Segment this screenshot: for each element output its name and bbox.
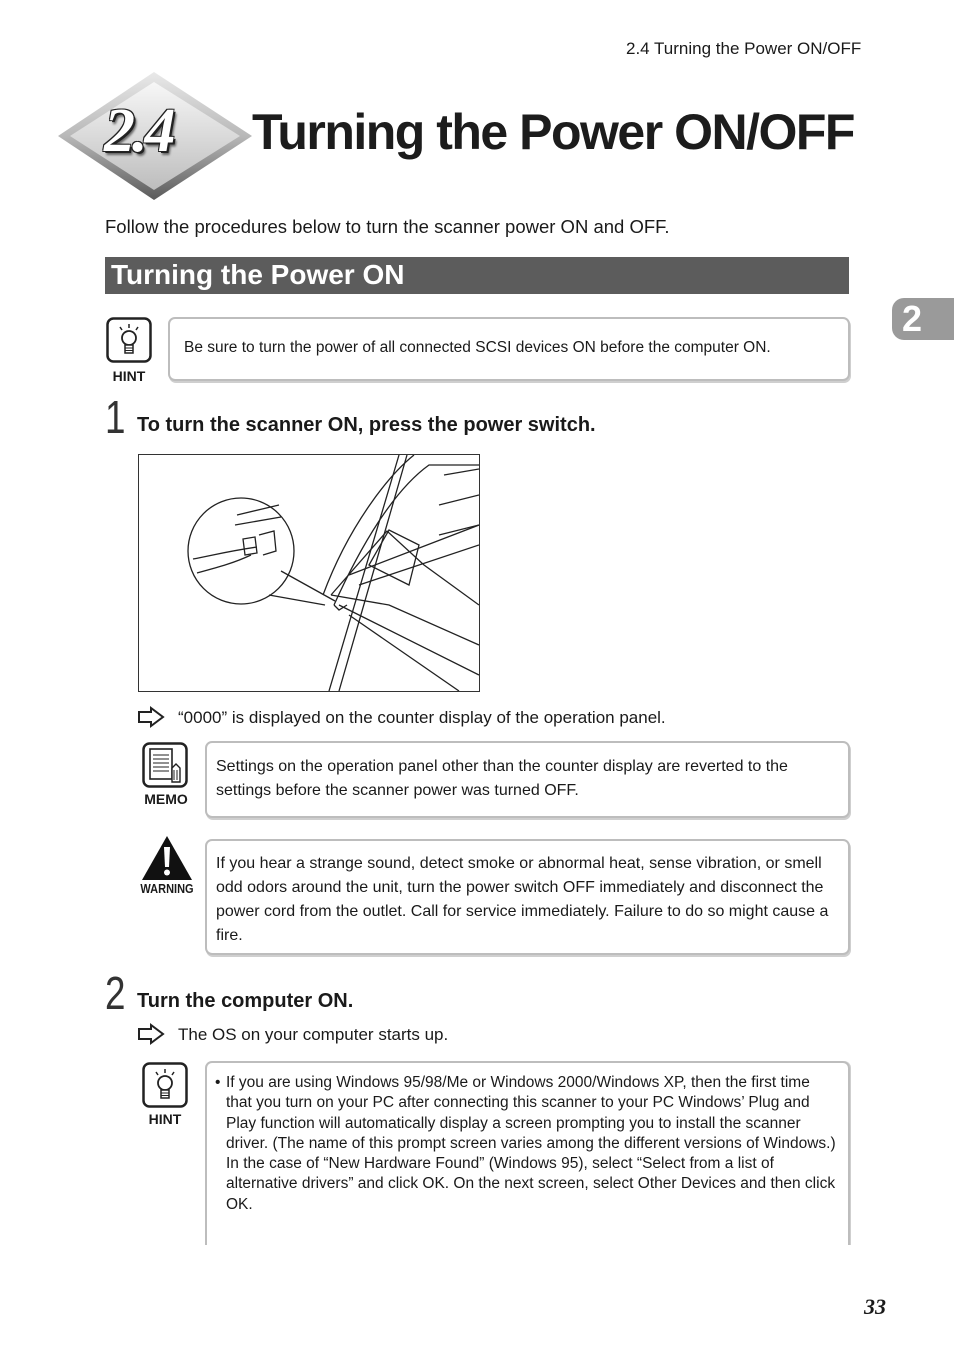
warning-text: If you hear a strange sound, detect smoke or abnormal heat, sense vibration, or smell odd odors around the unit, turn the power switch OFF immediately and disconnect the power cord from the outlet. Call for service immediately. Failure to do so might cause a fire. [216, 855, 829, 944]
chapter-number: 2.4 [104, 97, 173, 165]
lightbulb-icon [106, 317, 152, 363]
section-title: Turning the Power ON [111, 259, 405, 290]
step-result: The OS on your computer starts up. [178, 1025, 449, 1044]
warning-label: WARNING [140, 882, 194, 896]
intro-text: Follow the procedures below to turn the scanner power ON and OFF. [105, 216, 670, 237]
arrow-right-icon [137, 706, 165, 733]
lightbulb-icon [142, 1062, 188, 1108]
memo-text: Settings on the operation panel other than the counter display are reverted to the settings before the scanner power was turned OFF. [216, 758, 788, 799]
hint-label: HINT [148, 1111, 182, 1127]
page-number: 33 [864, 1294, 886, 1319]
section-heading [105, 257, 849, 294]
chapter-number-badge [56, 70, 256, 202]
exclamation-triangle-icon [140, 834, 194, 887]
hint-box [205, 1061, 850, 1245]
memo-label: MEMO [144, 791, 188, 807]
hint-label: HINT [112, 368, 146, 384]
hint-text: Be sure to turn the power of all connected SCSI devices ON before the computer ON. [184, 339, 771, 356]
hint-box [168, 317, 850, 381]
hint-paragraph: In the case of “New Hardware Found” (Windows 95), select “Select from a list of alternative drivers” and click OK. On the next screen, select Other Devices and then click OK. [226, 1155, 836, 1213]
arrow-right-icon [137, 1023, 165, 1050]
notepad-icon [142, 742, 188, 788]
running-head: 2.4 Turning the Power ON/OFF [626, 39, 862, 58]
scanner-illustration [138, 454, 480, 692]
page-title: Turning the Power ON/OFF [252, 104, 854, 160]
memo-box [205, 741, 850, 818]
step-number: 1 [105, 391, 126, 443]
step-instruction: To turn the scanner ON, press the power switch. [137, 414, 596, 436]
chapter-tab [892, 298, 954, 340]
hint-paragraph: If you are using Windows 95/98/Me or Windows 2000/Windows XP, then the first time that you turn on your PC after connecting this scanner to your PC Windows’ Plug and Play function will automatically display a screen prompting you to install the scanner driver. (The name of this prompt screen varies among the different versions of Windows.) [226, 1074, 836, 1152]
hint-text [226, 1073, 838, 1215]
chapter-tab-label: 2 [902, 298, 923, 339]
step-instruction: Turn the computer ON. [137, 990, 354, 1012]
warning-box [205, 839, 850, 955]
step-result: “0000” is displayed on the counter display of the operation panel. [178, 708, 666, 727]
step-number: 2 [105, 967, 126, 1019]
hint-bullet: • [215, 1074, 221, 1091]
